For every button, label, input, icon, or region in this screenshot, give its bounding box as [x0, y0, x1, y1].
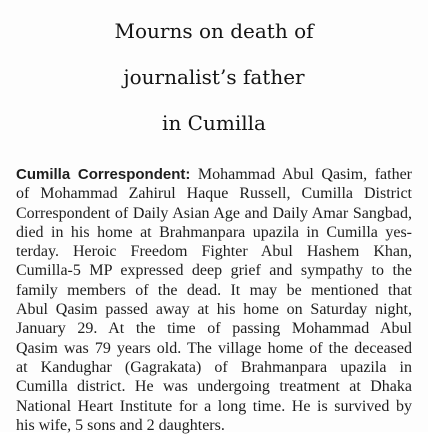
article-line-9: January 29. At the time of passing Mohammad Abul — [16, 320, 412, 338]
headline-line-2: journalist’s father — [123, 65, 305, 89]
article-line-1 — [16, 165, 412, 184]
headline-line-1: Mourns on death of — [114, 19, 314, 43]
article-body — [16, 165, 412, 435]
article-line-14: his wife, 5 sons and 2 daughters. — [16, 416, 225, 434]
article-line-13: National Heart Institute for a long time. He is survived by — [16, 397, 412, 415]
article-line-3: Correspondent of Daily Asian Age and Daily Amar Sangbad, — [16, 204, 412, 222]
article-line-1-text: Mohammad Abul Qasim, father — [197, 166, 412, 183]
article-line-12: Cumilla district. He was undergoing treatment at Dhaka — [16, 378, 412, 396]
headline — [0, 8, 428, 146]
byline: Cumilla Correspondent: — [16, 166, 191, 183]
article-line-11: at Kandughar (Gagrakata) of Brahmanpara upazila in — [16, 358, 412, 376]
article-line-4: died in his home at Brahmanpara upazila in Cumilla yes- — [16, 223, 412, 241]
article-line-10: Qasim was 79 years old. The village home of the deceased — [16, 339, 412, 357]
article-line-5: terday. Heroic Freedom Fighter Abul Hashem Khan, — [16, 243, 412, 261]
article-line-6: Cumilla-5 MP expressed deep grief and sympathy to the — [16, 262, 412, 280]
headline-line-3: in Cumilla — [162, 111, 266, 135]
article-line-8: Abul Qasim passed away at his home on Saturday night, — [16, 301, 412, 319]
article-line-2: of Mohammad Zahirul Haque Russell, Cumilla District — [16, 185, 412, 203]
article-line-7: family members of the dead. It may be mentioned that — [16, 281, 412, 299]
